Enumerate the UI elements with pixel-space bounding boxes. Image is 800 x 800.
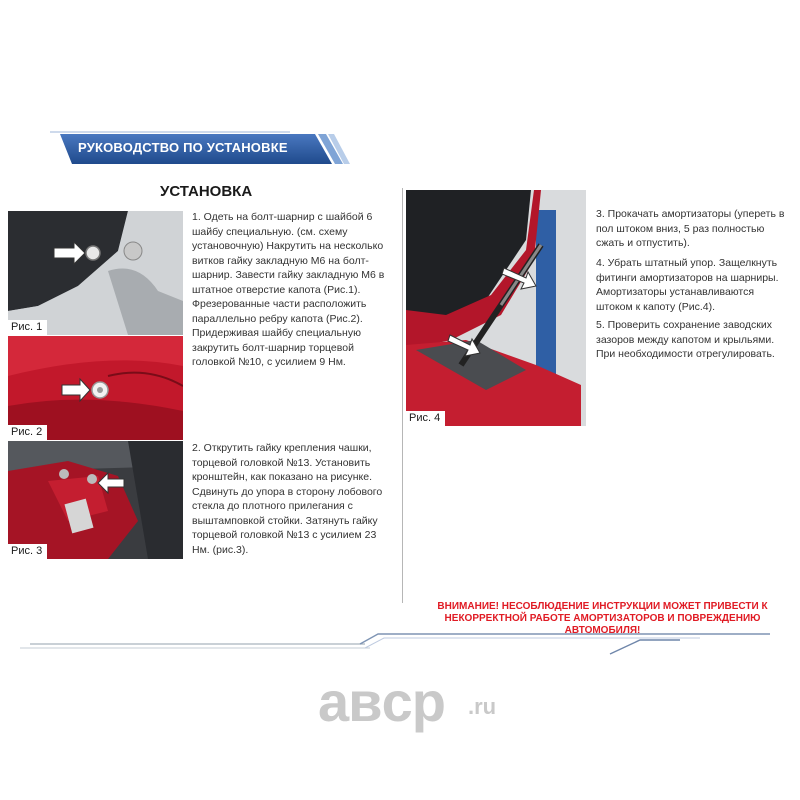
footer-decoration <box>0 620 800 670</box>
logo-suffix: .ru <box>468 694 497 719</box>
column-divider <box>402 188 403 603</box>
step-2-text: 2. Открутить гайку крепления чашки, торцевой головкой №13. Установить кронштейн, как показано на рисунке. Сдвинуть до упора в сторону лобового стекла до плотного прилегания с выштамповкой стойки. Затянуть гайку торцевой головкой №13 с усилием 23 Нм. (рис.3). <box>192 442 383 556</box>
figure-1-photo <box>8 211 183 335</box>
figure-1-label: Рис. 1 <box>8 320 47 335</box>
logo-text: aвcp <box>318 670 445 733</box>
step-5-text: 5. Проверить сохранение заводских зазоров между капотом и крыльями. При необходимости отрегулировать. <box>596 319 775 360</box>
figure-2-label: Рис. 2 <box>8 425 47 440</box>
figure-3-label: Рис. 3 <box>8 544 47 559</box>
figure-4-label: Рис. 4 <box>406 411 445 426</box>
step-3-text: 3. Прокачать амортизаторы (упереть в пол штоком вниз, 5 раз полностью сжать и отпустить). <box>596 208 785 249</box>
page-title: РУКОВОДСТВО ПО УСТАНОВКЕ <box>78 140 288 155</box>
figure-3-photo <box>8 441 183 559</box>
watermark-logo <box>318 672 528 732</box>
section-title: УСТАНОВКА <box>160 183 253 200</box>
header-banner <box>50 131 350 167</box>
step-1-text: 1. Одеть на болт-шарнир с шайбой 6 шайбу специальную. (см. схему установочную) Накрутить на несколько витков гайку закладную М6 на болт-шарнир. Завести гайку закладную М6 в штатное отверстие капота (Рис.1). Фрезерованные части расположить параллельно ребру капота (Рис.2). Придерживая шайбу специальную закрутить болт-шарнир торцевой головкой №10, с усилием 9 Нм. <box>192 211 385 368</box>
step-4-text: 4. Убрать штатный упор. Защелкнуть фитинги амортизаторов на шарниры. Амортизаторы устанавливаются штоком к капоту (Рис.4). <box>596 257 779 313</box>
warning-text: ВНИМАНИЕ! НЕСОБЛЮДЕНИЕ ИНСТРУКЦИИ МОЖЕТ ПРИВЕСТИ К НЕКОРРЕКТНОЙ РАБОТЕ АМОРТИЗАТОРОВ И ПОВРЕЖДЕНИЮ АВТОМОБИЛЯ! <box>437 601 768 636</box>
figure-4-photo <box>406 190 586 426</box>
figure-2-photo <box>8 336 183 440</box>
